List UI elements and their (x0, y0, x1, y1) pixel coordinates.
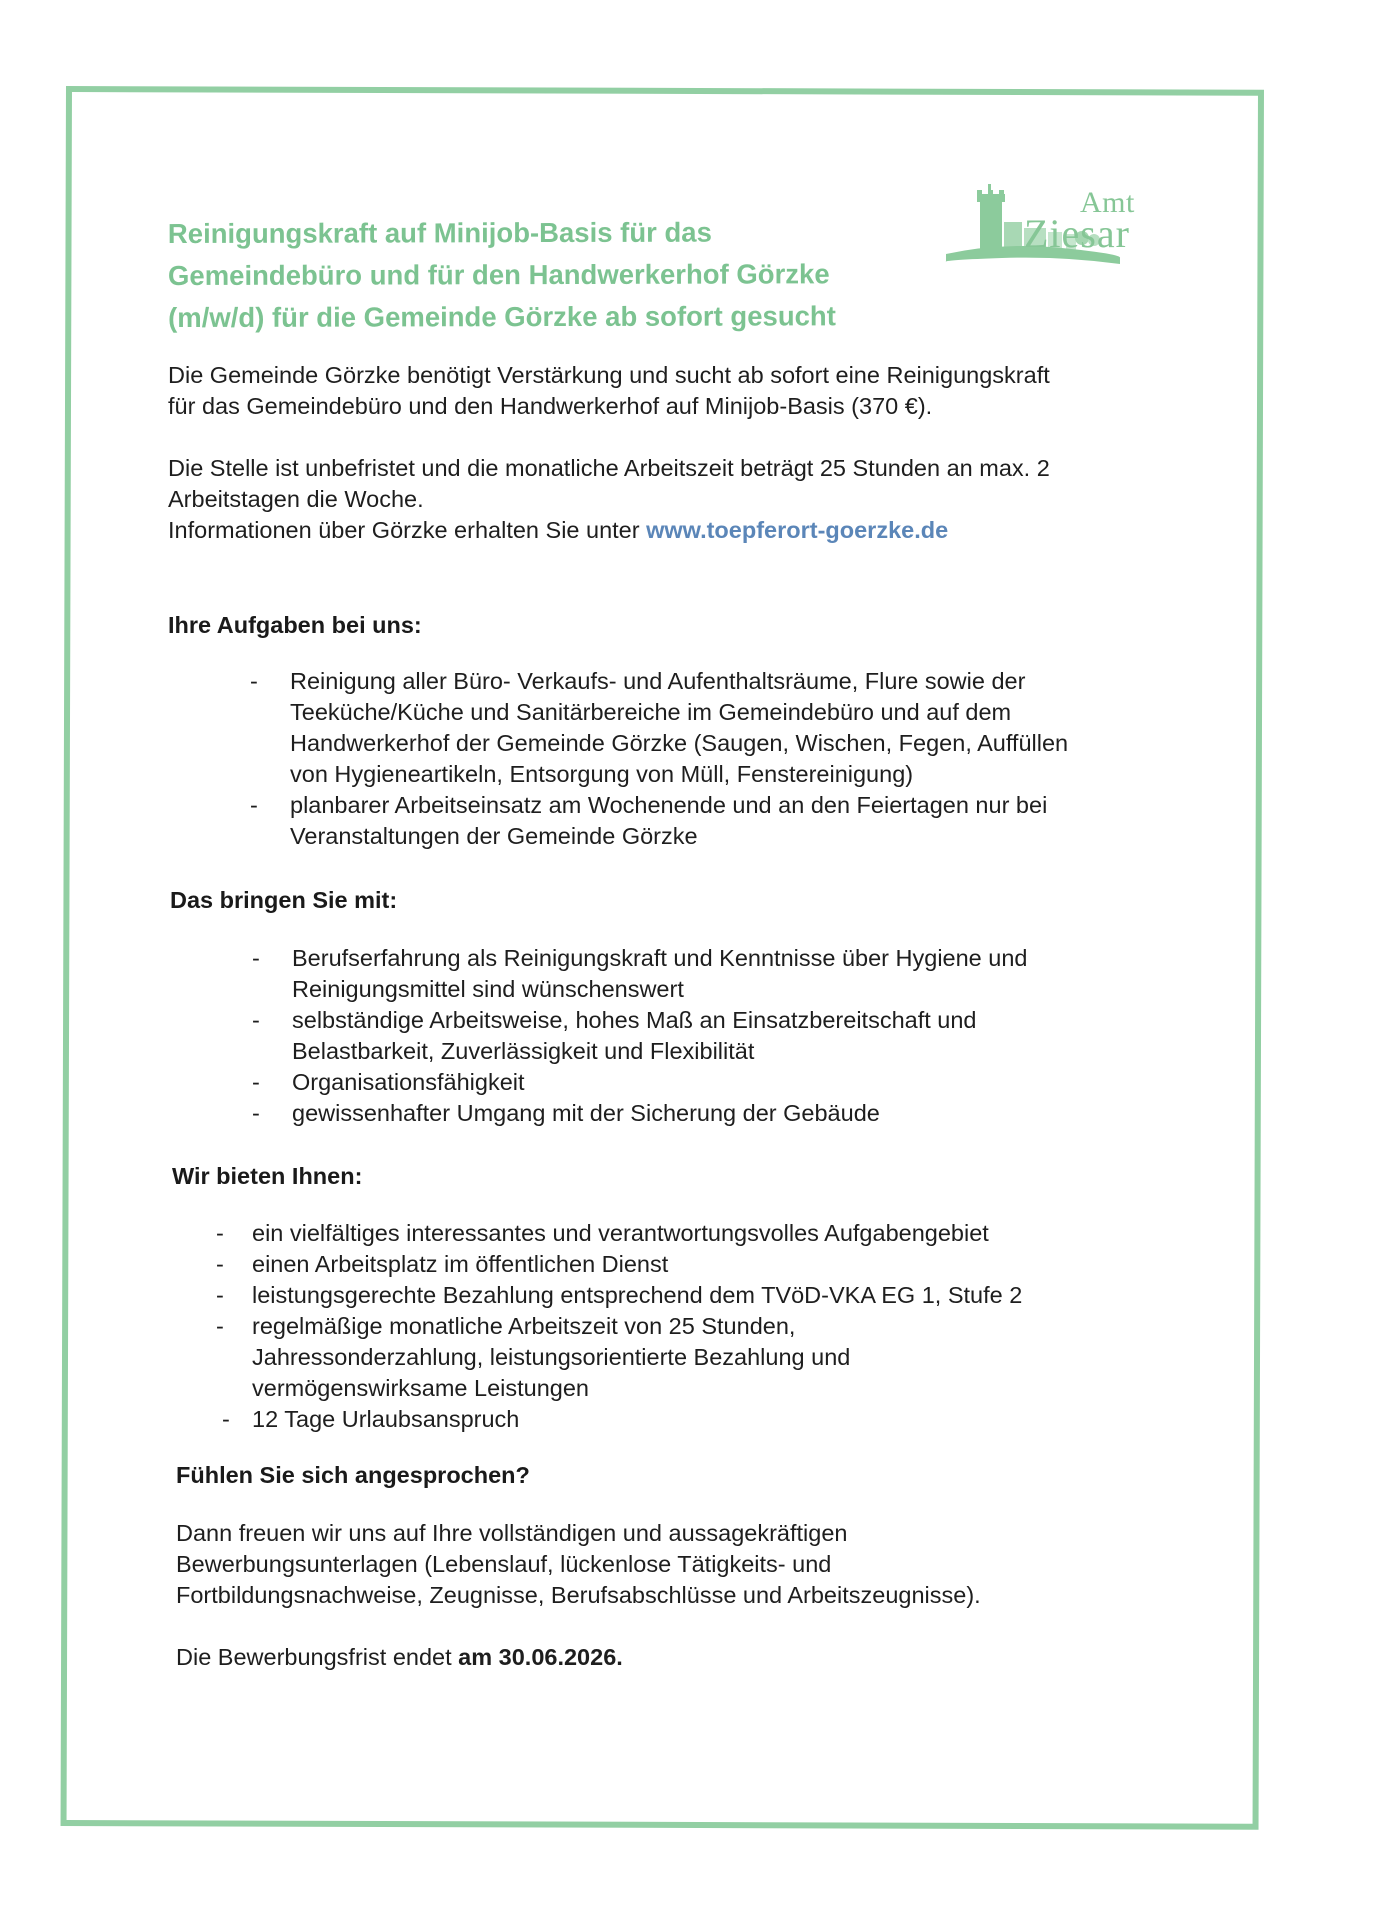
closing-paragraph (176, 1518, 981, 1611)
list-item-line: Organisationsfähigkeit (292, 1069, 525, 1095)
list-item-line: planbarer Arbeitseinsatz am Wochenende und an den Feiertagen nur bei (290, 792, 1048, 818)
requirements-heading: Das bringen Sie mit: (170, 887, 398, 913)
details-line-3 (168, 515, 1050, 546)
intro-line-2: für das Gemeindebüro und den Handwerkerhof auf Minijob-Basis (370 €). (168, 393, 933, 419)
list-item-line: 12 Tage Urlaubsanspruch (252, 1406, 520, 1432)
list-item (216, 1218, 1022, 1249)
details-line-2: Arbeitstagen die Woche. (168, 486, 424, 512)
list-dash: - (252, 945, 260, 971)
job-title (168, 211, 948, 339)
list-item (252, 943, 1028, 1005)
list-item (250, 790, 1068, 852)
list-item-line: Teeküche/Küche und Sanitärbereiche im Gemeindebüro und auf dem (290, 699, 1012, 725)
deadline-date: am 30.06.2026. (458, 1644, 623, 1670)
list-dash: - (252, 1007, 260, 1033)
requirements-list (252, 943, 1028, 1129)
list-dash: - (216, 1251, 224, 1277)
details-info-text: Informationen über Görzke erhalten Sie unter (168, 517, 640, 543)
list-item (252, 1098, 1028, 1129)
list-dash: - (216, 1282, 224, 1308)
list-item-line: Reinigungsmittel sind wünschenswert (292, 976, 684, 1002)
list-item-line: von Hygieneartikeln, Entsorgung von Müll, Fenstereinigung) (290, 761, 914, 787)
list-dash: - (222, 1406, 230, 1432)
list-item (250, 666, 1069, 790)
list-item-line: Berufserfahrung als Reinigungskraft und Kenntnisse über Hygiene und (292, 945, 1028, 971)
list-item-line: Reinigung aller Büro- Verkaufs- und Aufenthaltsräume, Flure sowie der (290, 668, 1026, 694)
closing-line-3: Fortbildungsnachweise, Zeugnisse, Berufsabschlüsse und Arbeitszeugnisse). (176, 1582, 981, 1608)
deadline-prefix: Die Bewerbungsfrist endet (176, 1644, 452, 1670)
list-item (252, 1067, 1028, 1098)
list-item-line: Jahressonderzahlung, leistungsorientierte Bezahlung und (252, 1344, 851, 1370)
details-paragraph (168, 453, 1050, 546)
amt-ziesar-logo (942, 182, 1172, 272)
list-dash: - (252, 1100, 260, 1126)
list-dash: - (216, 1313, 224, 1339)
logo-text-ziesar: Ziesar (1024, 211, 1130, 256)
list-dash: - (250, 792, 258, 818)
deadline-line (176, 1642, 623, 1673)
tasks-heading: Ihre Aufgaben bei uns: (168, 612, 422, 638)
list-item-line: regelmäßige monatliche Arbeitszeit von 25 Stunden, (252, 1313, 796, 1339)
list-item-line: Veranstaltungen der Gemeinde Görzke (290, 823, 698, 849)
offers-heading: Wir bieten Ihnen: (172, 1163, 363, 1189)
job-title-line-1: Reinigungskraft auf Minijob-Basis für das (167, 216, 712, 250)
list-item (252, 1005, 1028, 1067)
details-line-1: Die Stelle ist unbefristet und die monatliche Arbeitszeit beträgt 25 Stunden an max. 2 (168, 455, 1050, 481)
intro-paragraph (168, 360, 1050, 422)
closing-line-2: Bewerbungsunterlagen (Lebenslauf, lückenlose Tätigkeits- und (176, 1551, 832, 1577)
list-item (216, 1280, 1023, 1311)
list-item-line: leistungsgerechte Bezahlung entsprechend dem TVöD-VKA EG 1, Stufe 2 (252, 1282, 1023, 1308)
list-item-line: einen Arbeitsplatz im öffentlichen Dienst (252, 1251, 669, 1277)
closing-heading: Fühlen Sie sich angesprochen? (176, 1462, 530, 1488)
list-item (216, 1311, 1022, 1404)
job-title-line-3: (m/w/d) für die Gemeinde Görzke ab sofort gesucht (168, 300, 836, 334)
closing-line-1: Dann freuen wir uns auf Ihre vollständigen und aussagekräftigen (176, 1520, 848, 1546)
list-dash: - (252, 1069, 260, 1095)
tasks-list (250, 666, 1069, 852)
intro-line-1: Die Gemeinde Görzke benötigt Verstärkung und sucht ab sofort eine Reinigungskraft (168, 362, 1050, 388)
list-item (222, 1404, 1022, 1435)
list-item-line: Belastbarkeit, Zuverlässigkeit und Flexibilität (292, 1038, 755, 1064)
offers-list (216, 1218, 1023, 1435)
list-item-line: vermögenswirksame Leistungen (252, 1375, 589, 1401)
list-dash: - (216, 1220, 224, 1246)
job-title-line-2: Gemeindebüro und für den Handwerkerhof Görzke (167, 258, 830, 292)
website-link[interactable]: www.toepferort-goerzke.de (646, 517, 949, 543)
list-dash: - (250, 668, 258, 694)
list-item-line: ein vielfältiges interessantes und verantwortungsvolles Aufgabengebiet (252, 1220, 989, 1246)
list-item-line: selbständige Arbeitsweise, hohes Maß an Einsatzbereitschaft und (292, 1007, 977, 1033)
list-item-line: Handwerkerhof der Gemeinde Görzke (Saugen, Wischen, Fegen, Auffüllen (290, 730, 1069, 756)
list-item (216, 1249, 1022, 1280)
list-item-line: gewissenhafter Umgang mit der Sicherung der Gebäude (292, 1100, 880, 1126)
logo-text-amt: Amt (1080, 186, 1135, 219)
